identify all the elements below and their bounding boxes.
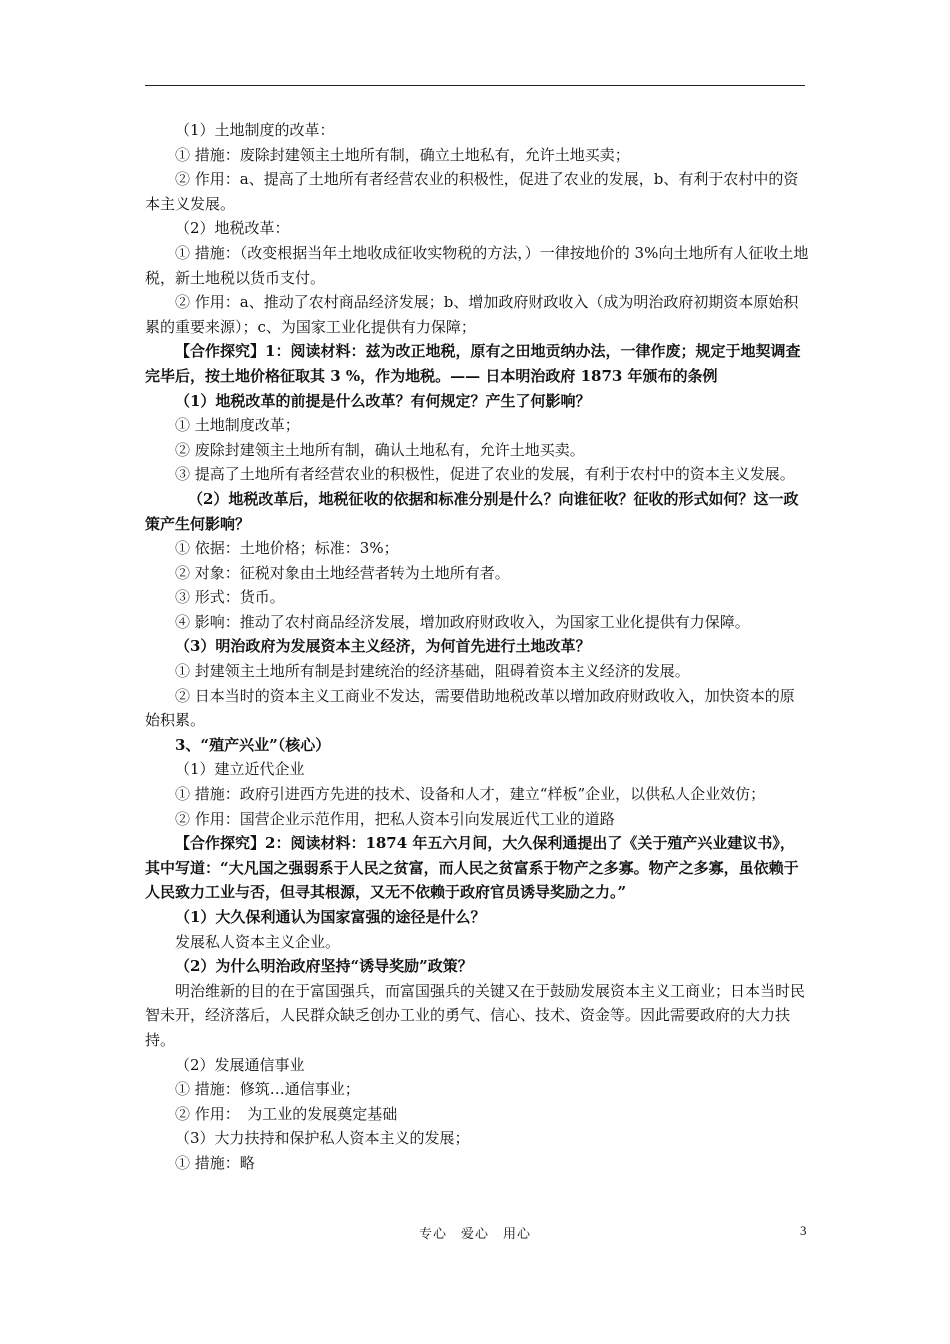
answer-line: ③ 提高了土地所有者经营农业的积极性，促进了农业的发展，有利于农村中的资本主义发展。 — [175, 465, 795, 484]
cooperative-inquiry-2: 【合作探究】2：阅读材料：1874 年五六月间，大久保利通提出了《关于殖产兴业建议书》，其中写道：“大凡国之强弱系于人民之贫富，而人民之贫富系于物产之多寡。物产之多寡，虽依赖于人民致力工业与否，但寻其根源，又无不依赖于政府官员诱导奖励之力。” — [145, 834, 799, 902]
paragraph: ② 作用：a、提高了土地所有者经营农业的积极性，促进了农业的发展，b、有利于农村中的资本主义发展。 — [145, 170, 799, 213]
paragraph: ① 措施：政府引进西方先进的技术、设备和人才，建立“样板”企业，以供私人企业效仿； — [175, 785, 766, 804]
question-heading: （3）明治政府为发展资本主义经济，为何首先进行土地改革？ — [175, 637, 591, 656]
paragraph: （1）建立近代企业 — [175, 760, 305, 779]
paragraph: （3）大力扶持和保护私人资本主义的发展； — [175, 1129, 470, 1148]
answer-line: ① 土地制度改革； — [175, 416, 300, 435]
paragraph: （1）土地制度的改革： — [175, 121, 335, 139]
answer-line: ① 封建领主土地所有制是封建统治的经济基础，阻碍着资本主义经济的发展。 — [175, 662, 690, 681]
document-body — [145, 118, 809, 1176]
paragraph: ② 作用： 为工业的发展奠定基础 — [175, 1104, 398, 1123]
question-heading: （1）地税改革的前提是什么改革？有何规定？产生了何影响？ — [175, 391, 591, 410]
answer-line: 明治维新的目的在于富国强兵，而富国强兵的关键又在于鼓励发展资本主义工商业；日本当时民智未开，经济落后，人民群众缺乏创办工业的勇气、信心、技术、资金等。因此需要政府的大力扶持。 — [145, 981, 806, 1049]
answer-line: ② 日本当时的资本主义工商业不发达，需要借助地税改革以增加政府财政收入，加快资本的原始积累。 — [145, 686, 795, 730]
question-heading: （2）为什么明治政府坚持“诱导奖励”政策？ — [175, 957, 473, 976]
answer-line: ① 依据：土地价格；标准：3%； — [175, 539, 399, 558]
cooperative-inquiry-1: 【合作探究】1：阅读材料：兹为改正地税，原有之田地贡纳办法，一律作废；规定于地契调查完毕后，按土地价格征取其 3 %，作为地税。—— 日本明治政府 1873 年颁布的条例 — [145, 342, 801, 385]
paragraph: ① 措施：略 — [175, 1153, 255, 1172]
answer-line: ④ 影响：推动了农村商品经济发展，增加政府财政收入，为国家工业化提供有力保障。 — [175, 612, 750, 631]
question-heading: （1）大久保利通认为国家富强的途径是什么？ — [175, 908, 486, 926]
page-number: 3 — [800, 1223, 807, 1238]
paragraph: ① 措施：废除封建领主土地所有制，确立土地私有，允许土地买卖； — [175, 145, 630, 164]
paragraph: ② 作用：国营企业示范作用，把私人资本引向发展近代工业的道路 — [175, 809, 615, 828]
footer-motto: 专心 爱心 用心 — [418, 1227, 531, 1242]
paragraph: ② 作用：a、推动了农村商品经济发展；b、增加政府财政收入（成为明治政府初期资本原始积累的重要来源）；c、为国家工业化提供有力保障； — [145, 293, 799, 336]
answer-line: ② 废除封建领主土地所有制，确认土地私有，允许土地买卖。 — [175, 440, 585, 459]
answer-line: 发展私人资本主义企业。 — [175, 932, 341, 951]
paragraph: （2）地税改革： — [175, 219, 290, 238]
answer-line: ② 对象：征税对象由土地经营者转为土地所有者。 — [175, 563, 510, 582]
header-rule — [145, 85, 805, 86]
answer-line: ③ 形式：货币。 — [175, 588, 285, 607]
paragraph: ① 措施：修筑…通信事业； — [175, 1080, 360, 1099]
paragraph: ① 措施：（改变根据当年土地收成征收实物税的方法，）一律按地价的 3%向土地所有人征收土地税，新土地税以货币支付。 — [145, 243, 809, 287]
question-heading: （2）地税改革后，地税征收的依据和标准分别是什么？向谁征收？征收的形式如何？这一政策产生何影响？ — [145, 489, 799, 533]
section-heading: 3、“殖产兴业”（核心） — [175, 735, 331, 754]
paragraph: （2）发展通信事业 — [175, 1055, 305, 1074]
